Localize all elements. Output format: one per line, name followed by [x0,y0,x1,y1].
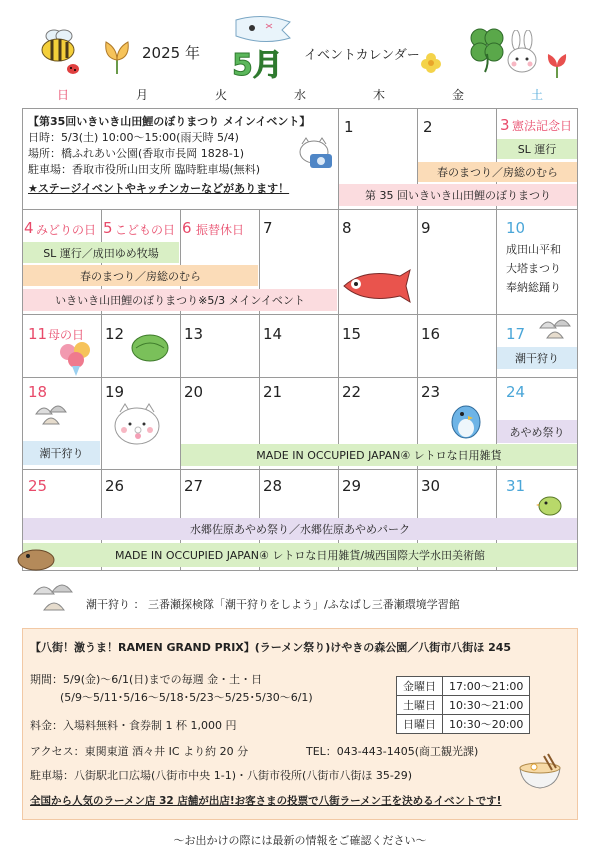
clam-shell-icon [34,400,68,426]
date-21: 21 [263,383,283,401]
row-divider [22,314,578,315]
holiday-5: こどもの日 [115,223,176,237]
bluebird-icon [446,400,486,442]
col-divider [338,209,339,571]
hours-day: 金曜日 [397,677,443,696]
carnation-bouquet-icon [54,340,100,376]
event-sl-run: SL 運行 [497,139,577,159]
date-5: 5 [103,219,113,237]
hours-time: 10:30～20:00 [443,715,530,734]
date-11: 11 [28,325,48,343]
date-17: 17 [506,325,526,343]
hours-day: 土曜日 [397,696,443,715]
ramen-access: アクセス：東関東道 酒々井 IC より約 20 分 [30,745,249,758]
event-spring-fest: 春のまつり／房総のむら [418,162,577,182]
event-naritasan [506,240,561,297]
tulip-icon [100,36,134,76]
date-7: 7 [263,219,273,237]
date-25: 25 [28,477,48,495]
row-divider [22,209,578,210]
weekday-sun: 日 [56,88,69,102]
weekday-fri: 金 [451,88,464,102]
hours-time: 17:00～21:00 [443,677,530,696]
weekday-mon: 月 [135,88,148,102]
ramen-dates: (5/9～5/11･5/16～5/18･5/23～5/25･5/30～6/1) [60,691,313,704]
date-10: 10 [506,219,526,237]
ramen-promo: 全国から人気のラーメン店 32 店舗が出店!お客さまの投票で八街ラーメン王を決めるイベントです! [30,795,502,807]
hours-row [397,715,530,734]
event-occupied-w5: MADE IN OCCUPIED JAPAN④ レトロな日用雑貨/城西国際大学水田美術館 [23,543,577,567]
col-divider [101,209,102,571]
bee-icon [34,26,80,64]
mole-digging-icon [14,538,60,572]
date-29: 29 [342,477,362,495]
feature-event [28,114,336,197]
ramen-title: 【八街！激うま！RAMEN GRAND PRIX】(ラーメン祭り)けやきの森公園／八街市八街ほ 245 [30,641,512,654]
clam-shell-icon [32,580,76,614]
weekday-tue: 火 [214,88,227,102]
row-divider [22,377,578,378]
ramen-tel: TEL：043-443-1405(商工観光課) [306,745,479,758]
holiday-6: 振替休日 [196,223,245,237]
event-suigo-ayame: 水郷佐原あやめ祭り／水郷佐原あやめパーク [23,518,577,540]
feature-title: 【第35回いきいき山田鯉のぼりまつり メインイベント】 [28,115,311,128]
date-13: 13 [184,325,204,343]
event-koinobori-w2: いきいき山田鯉のぼりまつり※5/3 メインイベント [23,289,337,311]
date-18: 18 [28,383,48,401]
holiday-3: 憲法記念日 [512,119,573,133]
weekday-wed: 水 [293,88,306,102]
ramen-parking: 駐車場：八街駅北口広場(八街市中央 1-1)・八街市役所(八街市八街ほ 35-29) [30,769,413,782]
feature-note: ★ステージイベントやキッチンカーなどがあります！ [28,182,290,195]
calendar-title: イベントカレンダー [304,48,420,63]
date-31: 31 [506,477,526,495]
event-naritasan-line: 奉納総踊り [506,281,561,294]
date-22: 22 [342,383,362,401]
ramen-fee: 料金：入場料無料・食券制 1 杯 1,000 円 [30,719,237,732]
feature-parking: 駐車場：香取市役所山田支所 臨時駐車場(無料) [28,163,261,176]
event-naritasan-line: 成田山平和 [506,243,561,256]
event-koinobori: 第 35 回いきいき山田鯉のぼりまつり [339,184,577,206]
weekday-thu: 木 [372,88,385,102]
date-23: 23 [421,383,441,401]
feature-date: 日時：5/3(土) 10:00～15:00(雨天時 5/4) [28,131,239,144]
date-24: 24 [506,383,526,401]
date-14: 14 [263,325,283,343]
clover-icon [464,24,508,74]
date-3: 3 [500,116,510,134]
calendar-year: 2025 年 [142,44,200,62]
hours-row [397,677,530,696]
event-shiohigari-18: 潮干狩り [23,441,100,465]
date-30: 30 [421,477,441,495]
month-badge [226,14,300,83]
col-divider [417,209,418,571]
col-divider [496,209,497,571]
event-shiohigari-17: 潮干狩り [497,347,577,369]
date-16: 16 [421,325,441,343]
event-sl-narita: SL 運行／成田ゆめ牧場 [23,242,179,263]
ramen-hours-table [396,676,530,734]
event-naritasan-line: 大塔まつり [506,262,561,275]
date-9: 9 [421,219,431,237]
footer-note: ～お出かけの際には最新の情報をご確認ください～ [173,834,427,847]
holiday-11: 母の日 [48,328,85,342]
cat-dango-icon [110,402,164,448]
hours-row [397,696,530,715]
green-bird-icon [536,490,566,518]
date-6: 6 [182,219,192,237]
rabbit-icon [504,30,540,80]
date-26: 26 [105,477,125,495]
clam-shell-icon [538,314,572,340]
ladybug-icon [66,62,80,74]
event-ayame-24: あやめ祭り [497,420,577,443]
date-12: 12 [105,325,125,343]
cat-camera-icon [296,134,336,174]
weekday-sat: 土 [530,88,543,102]
legend-shiohigari: 潮干狩り ： 三番瀬探検隊「潮干狩りをしよう」/ふなばし三番瀬環境学習館 [86,598,460,611]
date-4: 4 [24,219,34,237]
date-20: 20 [184,383,204,401]
ramen-period: 期間：5/9(金)～6/1(日)までの毎週 金・土・日 [30,673,263,686]
date-27: 27 [184,477,204,495]
date-19: 19 [105,383,125,401]
flower-icon [420,52,442,74]
col-divider [259,209,260,571]
date-2: 2 [423,118,433,136]
row-divider [22,469,578,470]
date-8: 8 [342,219,352,237]
col-divider [180,209,181,571]
date-15: 15 [342,325,362,343]
ramen-bowl-icon [516,750,564,790]
hours-time: 10:30～21:00 [443,696,530,715]
date-1: 1 [344,118,354,136]
tulip-red-icon [544,50,570,78]
event-occupied-w4: MADE IN OCCUPIED JAPAN④ レトロな日用雑貨 [181,444,577,466]
feature-place: 場所：橋ふれあい公園(香取市長岡 1828-1) [28,147,245,160]
holiday-4: みどりの日 [36,223,97,237]
date-28: 28 [263,477,283,495]
hours-day: 日曜日 [397,715,443,734]
koinobori-fish-icon [338,266,414,306]
event-spring-fest-w2: 春のまつり／房総のむら [23,265,258,286]
month-badge-text: 5月 [232,48,283,83]
kashiwa-mochi-icon [130,330,170,364]
